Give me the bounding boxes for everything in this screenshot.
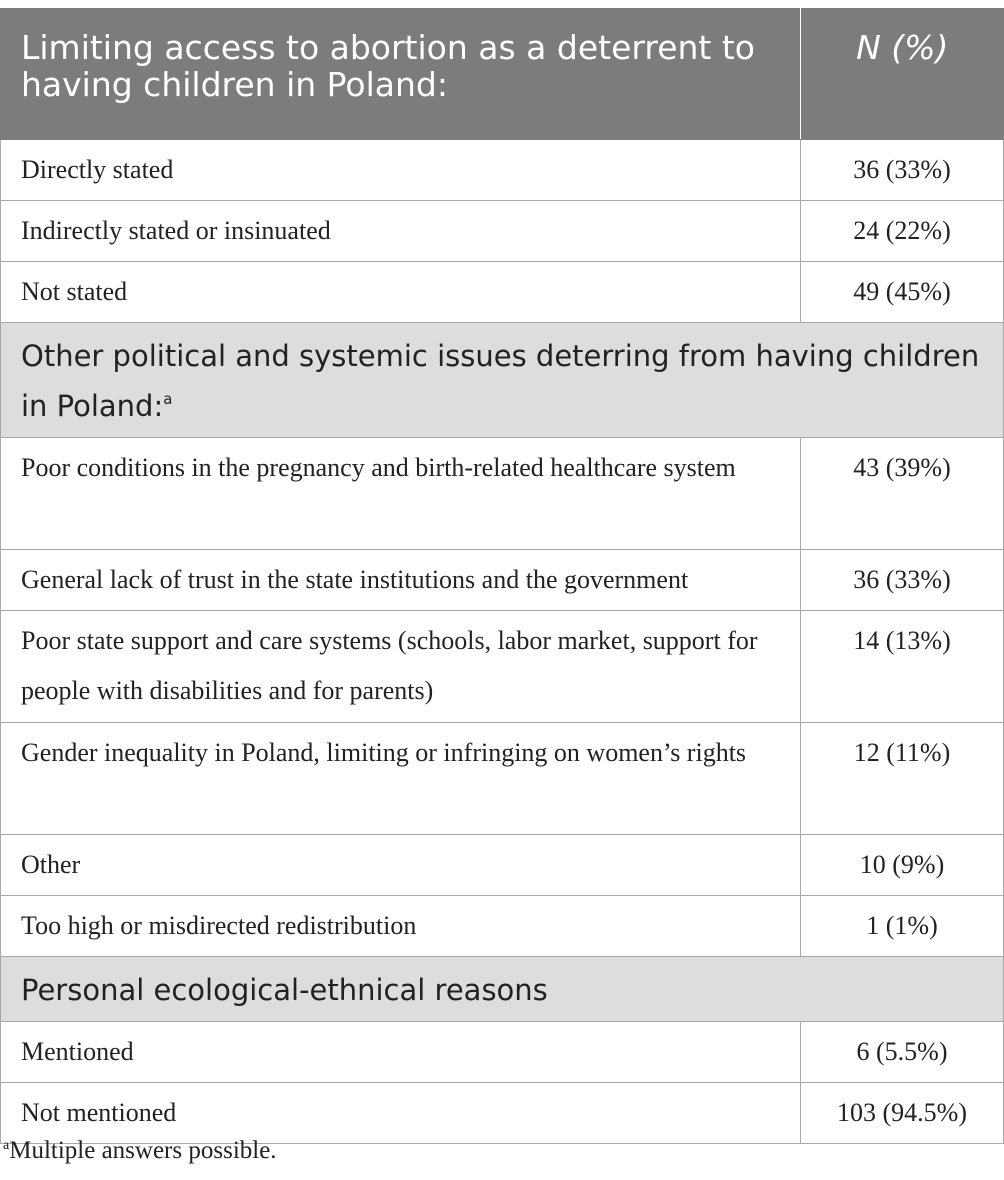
footnote-marker: a [163,390,173,408]
table-row [1,262,1004,323]
row-value: 43 (39%) [801,438,1004,550]
row-label: General lack of trust in the state institutions and the government [1,550,801,611]
row-label: Gender inequality in Poland, limiting or infringing on women’s rights [1,723,801,835]
row-label: Too high or misdirected redistribution [1,896,801,957]
row-value: 49 (45%) [801,262,1004,323]
row-label: Directly stated [1,140,801,201]
row-label: Indirectly stated or insinuated [1,201,801,262]
table-row [1,201,1004,262]
row-value: 36 (33%) [801,140,1004,201]
section-heading-text: Personal ecological-ethnical reasons [21,973,548,1007]
section-heading-row [1,323,1004,438]
table-row [1,723,1004,835]
row-value: 12 (11%) [801,723,1004,835]
row-value: 24 (22%) [801,201,1004,262]
row-value: 36 (33%) [801,550,1004,611]
row-label: Other [1,835,801,896]
table-row [1,438,1004,550]
row-label: Poor conditions in the pregnancy and birth-related healthcare system [1,438,801,550]
section-heading [1,323,1004,438]
footnote-marker: a [3,1138,10,1153]
table-footnote [3,1136,277,1166]
row-value: 103 (94.5%) [801,1083,1004,1144]
table-row [1,835,1004,896]
row-value: 1 (1%) [801,896,1004,957]
footnote-text: Multiple answers possible. [9,1137,277,1164]
row-label: Not mentioned [1,1083,801,1144]
row-value: 10 (9%) [801,835,1004,896]
table-row [1,611,1004,723]
row-value: 14 (13%) [801,611,1004,723]
section-heading-text: Other political and systemic issues deterring from having children in Poland: [21,339,980,423]
row-label: Poor state support and care systems (schools, labor market, support for people with disabilities and for parents) [1,611,801,723]
table-row [1,550,1004,611]
table-row [1,1083,1004,1144]
row-value: 6 (5.5%) [801,1022,1004,1083]
header-category: Limiting access to abortion as a deterrent to having children in Poland: [1,9,801,140]
row-label: Not stated [1,262,801,323]
table-row [1,140,1004,201]
section-heading [1,957,1004,1022]
table-row [1,896,1004,957]
table-header-row [1,9,1004,140]
row-label: Mentioned [1,1022,801,1083]
section-heading-row [1,957,1004,1022]
header-n-percent: N (%) [801,9,1004,140]
results-table [0,8,1004,1144]
table-row [1,1022,1004,1083]
